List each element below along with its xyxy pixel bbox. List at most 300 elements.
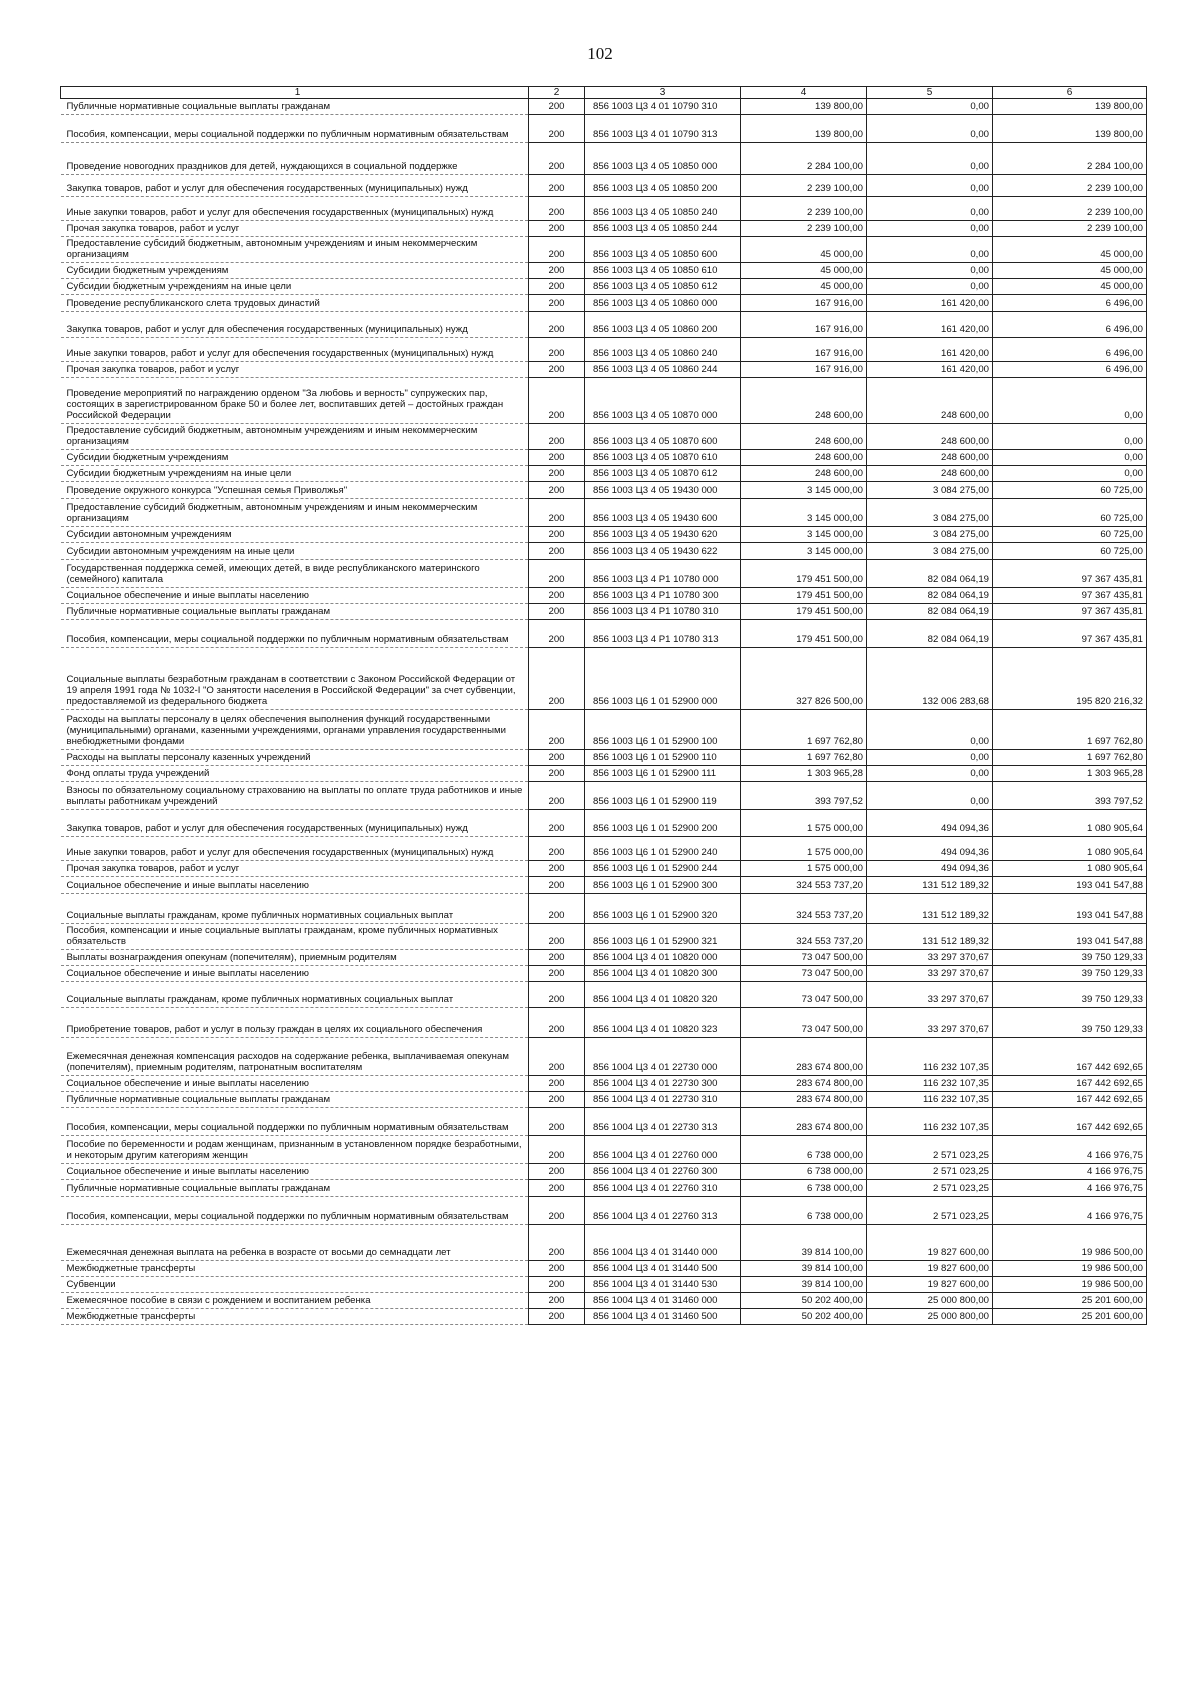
- row-code: 200: [529, 295, 585, 312]
- row-name: Социальные выплаты гражданам, кроме публичных нормативных социальных выплат: [61, 894, 529, 924]
- row-remaining: 97 367 435,81: [993, 560, 1147, 588]
- row-remaining: 45 000,00: [993, 279, 1147, 295]
- row-name: Субвенции: [61, 1277, 529, 1293]
- table-row: [61, 1076, 1147, 1092]
- row-executed: 33 297 370,67: [867, 966, 993, 982]
- row-remaining: 195 820 216,32: [993, 648, 1147, 710]
- row-name: Закупка товаров, работ и услуг для обеспечения государственных (муниципальных) нужд: [61, 312, 529, 338]
- row-approved: 179 451 500,00: [741, 604, 867, 620]
- row-executed: 116 232 107,35: [867, 1092, 993, 1108]
- row-name: Межбюджетные трансферты: [61, 1309, 529, 1325]
- row-approved: 45 000,00: [741, 237, 867, 263]
- row-budget-code: 856 1003 Ц3 4 05 10850 612: [585, 279, 741, 295]
- row-code: 200: [529, 1225, 585, 1261]
- row-code: 200: [529, 279, 585, 295]
- row-budget-code: 856 1003 Ц3 4 05 19430 620: [585, 527, 741, 543]
- row-approved: 324 553 737,20: [741, 877, 867, 894]
- row-budget-code: 856 1003 Ц3 4 05 10860 000: [585, 295, 741, 312]
- row-code: 200: [529, 1076, 585, 1092]
- row-approved: 50 202 400,00: [741, 1309, 867, 1325]
- row-code: 200: [529, 378, 585, 424]
- row-name: Закупка товаров, работ и услуг для обеспечения государственных (муниципальных) нужд: [61, 810, 529, 837]
- row-budget-code: 856 1003 Ц3 4 01 10790 313: [585, 115, 741, 143]
- row-executed: 82 084 064,19: [867, 620, 993, 648]
- row-remaining: 1 697 762,80: [993, 750, 1147, 766]
- row-remaining: 0,00: [993, 466, 1147, 482]
- row-name: Межбюджетные трансферты: [61, 1261, 529, 1277]
- row-executed: 131 512 189,32: [867, 924, 993, 950]
- row-code: 200: [529, 750, 585, 766]
- row-executed: 3 084 275,00: [867, 499, 993, 527]
- row-executed: 82 084 064,19: [867, 560, 993, 588]
- row-name: Взносы по обязательному социальному страхованию на выплаты по оплате труда работников и иные выплаты работникам учреждений: [61, 782, 529, 810]
- row-code: 200: [529, 924, 585, 950]
- row-name: Социальное обеспечение и иные выплаты населению: [61, 588, 529, 604]
- row-code: 200: [529, 482, 585, 499]
- row-budget-code: 856 1003 Ц3 4 Р1 10780 310: [585, 604, 741, 620]
- row-budget-code: 856 1004 Ц3 4 01 31460 500: [585, 1309, 741, 1325]
- row-executed: 19 827 600,00: [867, 1261, 993, 1277]
- row-name: Социальные выплаты безработным гражданам в соответствии с Законом Российской Федерации от 19 апреля 1991 года № 1032-I "О занятости населения в Российской Федерации" за счет субвенции, предоставляемой из федерального бюджета: [61, 648, 529, 710]
- row-name: Пособия, компенсации, меры социальной поддержки по публичным нормативным обязательствам: [61, 1108, 529, 1136]
- row-name: Закупка товаров, работ и услуг для обеспечения государственных (муниципальных) нужд: [61, 175, 529, 197]
- row-remaining: 39 750 129,33: [993, 966, 1147, 982]
- row-approved: 2 239 100,00: [741, 175, 867, 197]
- row-budget-code: 856 1003 Ц3 4 05 10850 600: [585, 237, 741, 263]
- row-approved: 73 047 500,00: [741, 982, 867, 1008]
- row-budget-code: 856 1003 Ц3 4 05 10870 000: [585, 378, 741, 424]
- row-remaining: 0,00: [993, 424, 1147, 450]
- row-name: Социальное обеспечение и иные выплаты населению: [61, 1076, 529, 1092]
- row-remaining: 4 166 976,75: [993, 1164, 1147, 1180]
- row-remaining: 97 367 435,81: [993, 588, 1147, 604]
- row-approved: 6 738 000,00: [741, 1136, 867, 1164]
- row-approved: 3 145 000,00: [741, 499, 867, 527]
- row-budget-code: 856 1004 Ц3 4 01 22730 313: [585, 1108, 741, 1136]
- row-remaining: 167 442 692,65: [993, 1076, 1147, 1092]
- table-row: [61, 312, 1147, 338]
- row-executed: 161 420,00: [867, 338, 993, 362]
- row-name: Пособия, компенсации и иные социальные выплаты гражданам, кроме публичных нормативных обязательств: [61, 924, 529, 950]
- row-approved: 139 800,00: [741, 115, 867, 143]
- row-executed: 494 094,36: [867, 810, 993, 837]
- row-remaining: 139 800,00: [993, 115, 1147, 143]
- row-approved: 248 600,00: [741, 466, 867, 482]
- row-remaining: 1 303 965,28: [993, 766, 1147, 782]
- table-row: [61, 782, 1147, 810]
- table-row: [61, 1197, 1147, 1225]
- row-name: Фонд оплаты труда учреждений: [61, 766, 529, 782]
- table-row: [61, 966, 1147, 982]
- row-remaining: 60 725,00: [993, 482, 1147, 499]
- row-code: 200: [529, 1008, 585, 1038]
- row-remaining: 45 000,00: [993, 263, 1147, 279]
- row-executed: 161 420,00: [867, 312, 993, 338]
- table-row: [61, 710, 1147, 750]
- row-remaining: 167 442 692,65: [993, 1092, 1147, 1108]
- row-approved: 1 303 965,28: [741, 766, 867, 782]
- table-row: [61, 197, 1147, 221]
- row-budget-code: 856 1004 Ц3 4 01 31440 500: [585, 1261, 741, 1277]
- row-approved: 248 600,00: [741, 424, 867, 450]
- row-budget-code: 856 1004 Ц3 4 01 31440 000: [585, 1225, 741, 1261]
- row-executed: 116 232 107,35: [867, 1076, 993, 1092]
- table-row: [61, 499, 1147, 527]
- row-code: 200: [529, 1164, 585, 1180]
- row-remaining: 39 750 129,33: [993, 982, 1147, 1008]
- row-budget-code: 856 1003 Ц3 4 01 10790 310: [585, 99, 741, 115]
- row-remaining: 4 166 976,75: [993, 1136, 1147, 1164]
- row-remaining: 1 697 762,80: [993, 710, 1147, 750]
- row-name: Субсидии бюджетным учреждениям на иные цели: [61, 466, 529, 482]
- row-remaining: 60 725,00: [993, 527, 1147, 543]
- row-budget-code: 856 1003 Ц6 1 01 52900 119: [585, 782, 741, 810]
- row-remaining: 2 239 100,00: [993, 175, 1147, 197]
- row-budget-code: 856 1003 Ц3 4 05 10870 610: [585, 450, 741, 466]
- table-row: [61, 1180, 1147, 1197]
- row-remaining: 167 442 692,65: [993, 1108, 1147, 1136]
- row-name: Выплаты вознаграждения опекунам (попечителям), приемным родителям: [61, 950, 529, 966]
- row-budget-code: 856 1003 Ц3 4 05 10860 240: [585, 338, 741, 362]
- row-remaining: 97 367 435,81: [993, 620, 1147, 648]
- row-approved: 1 697 762,80: [741, 750, 867, 766]
- row-remaining: 6 496,00: [993, 362, 1147, 378]
- column-number-row: [61, 87, 1147, 99]
- table-row: [61, 1293, 1147, 1309]
- row-budget-code: 856 1003 Ц3 4 05 10870 600: [585, 424, 741, 450]
- row-code: 200: [529, 143, 585, 175]
- table-row: [61, 143, 1147, 175]
- row-budget-code: 856 1003 Ц6 1 01 52900 100: [585, 710, 741, 750]
- row-budget-code: 856 1003 Ц6 1 01 52900 244: [585, 861, 741, 877]
- row-executed: 0,00: [867, 263, 993, 279]
- row-code: 200: [529, 620, 585, 648]
- table-row: [61, 482, 1147, 499]
- table-row: [61, 1092, 1147, 1108]
- row-code: 200: [529, 894, 585, 924]
- row-approved: 1 575 000,00: [741, 837, 867, 861]
- row-code: 200: [529, 338, 585, 362]
- row-code: 200: [529, 362, 585, 378]
- row-name: Пособия, компенсации, меры социальной поддержки по публичным нормативным обязательствам: [61, 1197, 529, 1225]
- row-name: Субсидии бюджетным учреждениям: [61, 263, 529, 279]
- table-row: [61, 279, 1147, 295]
- table-row: [61, 99, 1147, 115]
- row-code: 200: [529, 588, 585, 604]
- row-executed: 248 600,00: [867, 466, 993, 482]
- table-row: [61, 588, 1147, 604]
- row-remaining: 19 986 500,00: [993, 1277, 1147, 1293]
- row-budget-code: 856 1003 Ц3 4 Р1 10780 313: [585, 620, 741, 648]
- row-code: 200: [529, 527, 585, 543]
- table-row: [61, 1008, 1147, 1038]
- table-row: [61, 1108, 1147, 1136]
- row-approved: 324 553 737,20: [741, 924, 867, 950]
- row-remaining: 60 725,00: [993, 499, 1147, 527]
- table-row: [61, 620, 1147, 648]
- row-approved: 6 738 000,00: [741, 1164, 867, 1180]
- row-executed: 25 000 800,00: [867, 1293, 993, 1309]
- row-code: 200: [529, 1092, 585, 1108]
- row-executed: 494 094,36: [867, 837, 993, 861]
- table-row: [61, 837, 1147, 861]
- row-remaining: 25 201 600,00: [993, 1293, 1147, 1309]
- row-code: 200: [529, 263, 585, 279]
- row-executed: 161 420,00: [867, 295, 993, 312]
- row-approved: 167 916,00: [741, 295, 867, 312]
- row-code: 200: [529, 197, 585, 221]
- row-executed: 3 084 275,00: [867, 482, 993, 499]
- row-budget-code: 856 1003 Ц3 4 05 10850 000: [585, 143, 741, 175]
- table-row: [61, 221, 1147, 237]
- row-executed: 161 420,00: [867, 362, 993, 378]
- table-row: [61, 362, 1147, 378]
- row-name: Проведение окружного конкурса "Успешная семья Приволжья": [61, 482, 529, 499]
- table-row: [61, 1164, 1147, 1180]
- row-remaining: 167 442 692,65: [993, 1038, 1147, 1076]
- row-name: Субсидии автономным учреждениям: [61, 527, 529, 543]
- table-row: [61, 237, 1147, 263]
- row-approved: 283 674 800,00: [741, 1092, 867, 1108]
- row-code: 200: [529, 966, 585, 982]
- row-budget-code: 856 1003 Ц6 1 01 52900 111: [585, 766, 741, 782]
- row-remaining: 193 041 547,88: [993, 877, 1147, 894]
- row-remaining: 193 041 547,88: [993, 924, 1147, 950]
- row-remaining: 139 800,00: [993, 99, 1147, 115]
- row-code: 200: [529, 1293, 585, 1309]
- row-code: 200: [529, 1108, 585, 1136]
- row-executed: 0,00: [867, 279, 993, 295]
- row-budget-code: 856 1003 Ц3 4 05 10850 610: [585, 263, 741, 279]
- row-approved: 248 600,00: [741, 378, 867, 424]
- row-name: Предоставление субсидий бюджетным, автономным учреждениям и иным некоммерческим организациям: [61, 499, 529, 527]
- row-remaining: 6 496,00: [993, 338, 1147, 362]
- table-row: [61, 378, 1147, 424]
- row-budget-code: 856 1003 Ц6 1 01 52900 321: [585, 924, 741, 950]
- row-executed: 131 512 189,32: [867, 894, 993, 924]
- row-code: 200: [529, 99, 585, 115]
- row-executed: 0,00: [867, 710, 993, 750]
- row-approved: 283 674 800,00: [741, 1038, 867, 1076]
- row-executed: 82 084 064,19: [867, 588, 993, 604]
- row-code: 200: [529, 237, 585, 263]
- row-name: Социальное обеспечение и иные выплаты населению: [61, 877, 529, 894]
- row-executed: 0,00: [867, 99, 993, 115]
- row-code: 200: [529, 1309, 585, 1325]
- row-budget-code: 856 1003 Ц3 4 05 19430 000: [585, 482, 741, 499]
- row-name: Расходы на выплаты персоналу в целях обеспечения выполнения функций государственными (муниципальными) органами, казенными учреждениями, органами управления государственными внебюджетными фондами: [61, 710, 529, 750]
- table-row: [61, 1136, 1147, 1164]
- row-approved: 3 145 000,00: [741, 543, 867, 560]
- row-budget-code: 856 1003 Ц6 1 01 52900 240: [585, 837, 741, 861]
- row-remaining: 1 080 905,64: [993, 861, 1147, 877]
- row-name: Публичные нормативные социальные выплаты гражданам: [61, 604, 529, 620]
- row-budget-code: 856 1004 Ц3 4 01 10820 320: [585, 982, 741, 1008]
- row-code: 200: [529, 710, 585, 750]
- row-code: 200: [529, 1180, 585, 1197]
- table-row: [61, 1225, 1147, 1261]
- row-budget-code: 856 1003 Ц3 4 05 10860 200: [585, 312, 741, 338]
- row-name: Субсидии бюджетным учреждениям на иные цели: [61, 279, 529, 295]
- table-row: [61, 338, 1147, 362]
- row-code: 200: [529, 424, 585, 450]
- row-budget-code: 856 1003 Ц3 4 05 19430 600: [585, 499, 741, 527]
- row-approved: 1 697 762,80: [741, 710, 867, 750]
- row-name: Ежемесячное пособие в связи с рождением и воспитанием ребенка: [61, 1293, 529, 1309]
- row-remaining: 60 725,00: [993, 543, 1147, 560]
- table-row: [61, 877, 1147, 894]
- row-name: Прочая закупка товаров, работ и услуг: [61, 362, 529, 378]
- row-remaining: 1 080 905,64: [993, 837, 1147, 861]
- row-approved: 6 738 000,00: [741, 1197, 867, 1225]
- row-name: Социальные выплаты гражданам, кроме публичных нормативных социальных выплат: [61, 982, 529, 1008]
- row-budget-code: 856 1004 Ц3 4 01 22760 310: [585, 1180, 741, 1197]
- row-name: Пособия, компенсации, меры социальной поддержки по публичным нормативным обязательствам: [61, 620, 529, 648]
- row-remaining: 2 239 100,00: [993, 197, 1147, 221]
- row-approved: 179 451 500,00: [741, 560, 867, 588]
- row-remaining: 97 367 435,81: [993, 604, 1147, 620]
- row-name: Расходы на выплаты персоналу казенных учреждений: [61, 750, 529, 766]
- row-approved: 73 047 500,00: [741, 950, 867, 966]
- row-budget-code: 856 1003 Ц3 4 05 10850 240: [585, 197, 741, 221]
- row-remaining: 25 201 600,00: [993, 1309, 1147, 1325]
- row-remaining: 4 166 976,75: [993, 1180, 1147, 1197]
- row-approved: 179 451 500,00: [741, 588, 867, 604]
- row-executed: 0,00: [867, 115, 993, 143]
- row-code: 200: [529, 312, 585, 338]
- row-code: 200: [529, 1197, 585, 1225]
- table-row: [61, 894, 1147, 924]
- row-executed: 2 571 023,25: [867, 1180, 993, 1197]
- row-code: 200: [529, 499, 585, 527]
- row-approved: 167 916,00: [741, 362, 867, 378]
- row-name: Прочая закупка товаров, работ и услуг: [61, 861, 529, 877]
- row-budget-code: 856 1003 Ц6 1 01 52900 200: [585, 810, 741, 837]
- row-budget-code: 856 1003 Ц3 4 Р1 10780 000: [585, 560, 741, 588]
- row-budget-code: 856 1003 Ц3 4 05 10850 200: [585, 175, 741, 197]
- table-row: [61, 604, 1147, 620]
- table-row: [61, 766, 1147, 782]
- row-remaining: 6 496,00: [993, 295, 1147, 312]
- row-approved: 179 451 500,00: [741, 620, 867, 648]
- row-approved: 2 239 100,00: [741, 221, 867, 237]
- row-executed: 2 571 023,25: [867, 1197, 993, 1225]
- row-budget-code: 856 1004 Ц3 4 01 22760 300: [585, 1164, 741, 1180]
- row-code: 200: [529, 1038, 585, 1076]
- table-row: [61, 450, 1147, 466]
- row-executed: 116 232 107,35: [867, 1108, 993, 1136]
- row-executed: 82 084 064,19: [867, 604, 993, 620]
- row-code: 200: [529, 175, 585, 197]
- column-number-6: 6: [993, 87, 1147, 99]
- row-approved: 167 916,00: [741, 312, 867, 338]
- row-executed: 116 232 107,35: [867, 1038, 993, 1076]
- row-executed: 19 827 600,00: [867, 1277, 993, 1293]
- row-budget-code: 856 1003 Ц3 4 05 10870 612: [585, 466, 741, 482]
- column-number-2: 2: [529, 87, 585, 99]
- row-name: Иные закупки товаров, работ и услуг для обеспечения государственных (муниципальных) нужд: [61, 338, 529, 362]
- row-code: 200: [529, 766, 585, 782]
- row-code: 200: [529, 450, 585, 466]
- row-executed: 131 512 189,32: [867, 877, 993, 894]
- row-code: 200: [529, 982, 585, 1008]
- row-executed: 494 094,36: [867, 861, 993, 877]
- table-row: [61, 543, 1147, 560]
- row-remaining: 4 166 976,75: [993, 1197, 1147, 1225]
- row-budget-code: 856 1004 Ц3 4 01 22730 310: [585, 1092, 741, 1108]
- table-row: [61, 560, 1147, 588]
- table-row: [61, 810, 1147, 837]
- row-budget-code: 856 1003 Ц3 4 05 19430 622: [585, 543, 741, 560]
- column-number-4: 4: [741, 87, 867, 99]
- table-row: [61, 861, 1147, 877]
- row-approved: 1 575 000,00: [741, 810, 867, 837]
- row-name: Иные закупки товаров, работ и услуг для обеспечения государственных (муниципальных) нужд: [61, 837, 529, 861]
- table-row: [61, 424, 1147, 450]
- row-name: Ежемесячная денежная компенсация расходов на содержание ребенка, выплачиваемая опекунам (попечителям), приемным родителям, патронатным воспитателям: [61, 1038, 529, 1076]
- row-executed: 0,00: [867, 221, 993, 237]
- column-number-1: 1: [61, 87, 529, 99]
- row-remaining: 0,00: [993, 378, 1147, 424]
- row-executed: 2 571 023,25: [867, 1164, 993, 1180]
- table-row: [61, 750, 1147, 766]
- row-name: Проведение республиканского слета трудовых династий: [61, 295, 529, 312]
- row-approved: 327 826 500,00: [741, 648, 867, 710]
- table-row: [61, 648, 1147, 710]
- page-number: 102: [587, 44, 613, 63]
- row-code: 200: [529, 782, 585, 810]
- row-approved: 73 047 500,00: [741, 966, 867, 982]
- row-executed: 248 600,00: [867, 450, 993, 466]
- row-name: Прочая закупка товаров, работ и услуг: [61, 221, 529, 237]
- row-executed: 33 297 370,67: [867, 982, 993, 1008]
- row-code: 200: [529, 877, 585, 894]
- row-executed: 0,00: [867, 175, 993, 197]
- row-code: 200: [529, 604, 585, 620]
- row-approved: 45 000,00: [741, 279, 867, 295]
- row-remaining: 2 284 100,00: [993, 143, 1147, 175]
- row-name: Государственная поддержка семей, имеющих детей, в виде республиканского материнского (семейного) капитала: [61, 560, 529, 588]
- table-row: [61, 1309, 1147, 1325]
- row-remaining: 19 986 500,00: [993, 1261, 1147, 1277]
- row-name: Публичные нормативные социальные выплаты гражданам: [61, 1180, 529, 1197]
- row-code: 200: [529, 115, 585, 143]
- row-remaining: 2 239 100,00: [993, 221, 1147, 237]
- row-name: Проведение новогодних праздников для детей, нуждающихся в социальной поддержке: [61, 143, 529, 175]
- row-code: 200: [529, 1261, 585, 1277]
- row-remaining: 193 041 547,88: [993, 894, 1147, 924]
- row-budget-code: 856 1003 Ц3 4 05 10850 244: [585, 221, 741, 237]
- row-budget-code: 856 1004 Ц3 4 01 22730 300: [585, 1076, 741, 1092]
- row-approved: 39 814 100,00: [741, 1277, 867, 1293]
- row-approved: 3 145 000,00: [741, 482, 867, 499]
- row-name: Субсидии бюджетным учреждениям: [61, 450, 529, 466]
- row-code: 200: [529, 837, 585, 861]
- column-number-5: 5: [867, 87, 993, 99]
- row-executed: 2 571 023,25: [867, 1136, 993, 1164]
- row-budget-code: 856 1004 Ц3 4 01 10820 000: [585, 950, 741, 966]
- row-code: 200: [529, 1277, 585, 1293]
- row-executed: 25 000 800,00: [867, 1309, 993, 1325]
- table-row: [61, 115, 1147, 143]
- row-executed: 132 006 283,68: [867, 648, 993, 710]
- table-row: [61, 1038, 1147, 1076]
- row-approved: 393 797,52: [741, 782, 867, 810]
- row-code: 200: [529, 648, 585, 710]
- row-budget-code: 856 1004 Ц3 4 01 22760 313: [585, 1197, 741, 1225]
- row-budget-code: 856 1004 Ц3 4 01 22760 000: [585, 1136, 741, 1164]
- row-budget-code: 856 1003 Ц6 1 01 52900 300: [585, 877, 741, 894]
